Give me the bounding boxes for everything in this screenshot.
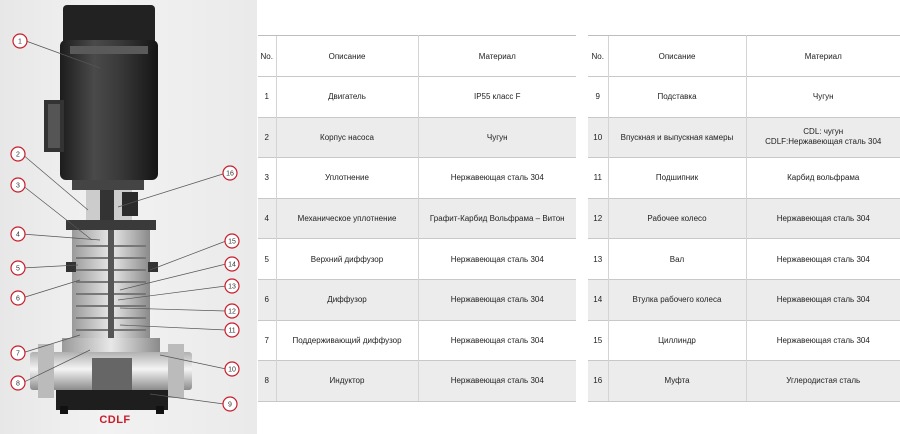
callout-2 <box>11 147 25 161</box>
row-no: 13 <box>588 239 608 280</box>
row-description: Подшипник <box>608 158 746 199</box>
header-description: Описание <box>276 36 418 77</box>
callout-12 <box>225 304 239 318</box>
pump-caption: CDLF <box>99 414 131 426</box>
callout-1 <box>13 34 27 48</box>
row-material: Нержавеющая сталь 304 <box>746 239 900 280</box>
svg-text:11: 11 <box>228 327 236 335</box>
row-no: 7 <box>258 320 276 361</box>
svg-text:8: 8 <box>16 380 20 388</box>
svg-text:15: 15 <box>228 238 236 246</box>
row-no: 14 <box>588 279 608 320</box>
motor-shape <box>44 5 158 180</box>
parts-table-left <box>258 35 576 402</box>
row-no: 3 <box>258 158 276 199</box>
row-no: 12 <box>588 198 608 239</box>
table-row <box>588 158 900 199</box>
table-row <box>588 117 900 158</box>
callout-4 <box>11 227 25 241</box>
parts-table-right <box>588 35 900 402</box>
row-material: Нержавеющая сталь 304 <box>746 320 900 361</box>
callout-11 <box>225 323 239 337</box>
svg-text:5: 5 <box>16 265 20 273</box>
row-description: Механическое уплотнение <box>276 198 418 239</box>
row-no: 6 <box>258 279 276 320</box>
svg-text:12: 12 <box>228 308 236 316</box>
row-material: Карбид вольфрама <box>746 158 900 199</box>
header-description: Описание <box>608 36 746 77</box>
table-row <box>588 198 900 239</box>
row-material: Нержавеющая сталь 304 <box>746 279 900 320</box>
row-description: Подставка <box>608 77 746 118</box>
row-material: IP55 класс F <box>418 77 576 118</box>
row-material: Нержавеющая сталь 304 <box>746 198 900 239</box>
table-row <box>258 158 576 199</box>
table-row <box>258 320 576 361</box>
callout-15 <box>225 234 239 248</box>
pump-illustration-panel <box>0 0 257 434</box>
row-no: 10 <box>588 117 608 158</box>
callout-13 <box>225 279 239 293</box>
header-material: Материал <box>746 36 900 77</box>
header-material: Материал <box>418 36 576 77</box>
row-material: Чугун <box>418 117 576 158</box>
svg-text:7: 7 <box>16 350 20 358</box>
row-description: Впускная и выпускная камеры <box>608 117 746 158</box>
callout-5 <box>11 261 25 275</box>
row-description: Корпус насоса <box>276 117 418 158</box>
row-description: Втулка рабочего колеса <box>608 279 746 320</box>
callout-10 <box>225 362 239 376</box>
svg-text:4: 4 <box>16 231 20 239</box>
row-no: 4 <box>258 198 276 239</box>
row-material: Углеродистая сталь <box>746 361 900 402</box>
row-description: Поддерживающий диффузор <box>276 320 418 361</box>
row-material-line-1: CDL: чугун <box>803 127 844 137</box>
row-no: 5 <box>258 239 276 280</box>
header-no: No. <box>588 36 608 77</box>
table-row <box>588 279 900 320</box>
callout-7 <box>11 346 25 360</box>
row-description: Верхний диффузор <box>276 239 418 280</box>
table-row <box>258 198 576 239</box>
row-material <box>746 117 900 158</box>
row-no: 1 <box>258 77 276 118</box>
coupling-shape <box>72 180 144 220</box>
svg-text:3: 3 <box>16 182 20 190</box>
callout-3 <box>11 178 25 192</box>
callout-8 <box>11 376 25 390</box>
row-description: Уплотнение <box>276 158 418 199</box>
table-row <box>258 117 576 158</box>
row-description: Циллиндр <box>608 320 746 361</box>
row-no: 8 <box>258 361 276 402</box>
row-no: 2 <box>258 117 276 158</box>
callout-6 <box>11 291 25 305</box>
row-no: 9 <box>588 77 608 118</box>
table-row <box>588 239 900 280</box>
svg-text:10: 10 <box>228 366 236 374</box>
table-row <box>258 239 576 280</box>
table-row <box>588 320 900 361</box>
table-row <box>588 77 900 118</box>
svg-text:1: 1 <box>18 38 22 46</box>
row-description: Диффузор <box>276 279 418 320</box>
table-row <box>258 279 576 320</box>
callout-9 <box>223 397 237 411</box>
row-description: Муфта <box>608 361 746 402</box>
row-material: Нержавеющая сталь 304 <box>418 158 576 199</box>
row-description: Индуктор <box>276 361 418 402</box>
callout-16 <box>223 166 237 180</box>
row-material: Нержавеющая сталь 304 <box>418 279 576 320</box>
row-description: Двигатель <box>276 77 418 118</box>
row-description: Рабочее колесо <box>608 198 746 239</box>
table-row <box>258 361 576 402</box>
row-no: 15 <box>588 320 608 361</box>
row-material-line-2: CDLF:Нержавеющая сталь 304 <box>765 137 882 147</box>
pump-diagram <box>0 0 257 434</box>
row-material: Нержавеющая сталь 304 <box>418 239 576 280</box>
row-material: Чугун <box>746 77 900 118</box>
svg-text:6: 6 <box>16 295 20 303</box>
svg-text:13: 13 <box>228 283 236 291</box>
header-no: No. <box>258 36 276 77</box>
row-material: Графит-Карбид Вольфрама – Витон <box>418 198 576 239</box>
row-material: Нержавеющая сталь 304 <box>418 361 576 402</box>
svg-text:14: 14 <box>228 261 236 269</box>
table-row <box>588 361 900 402</box>
row-material: Нержавеющая сталь 304 <box>418 320 576 361</box>
svg-text:2: 2 <box>16 151 20 159</box>
row-no: 11 <box>588 158 608 199</box>
row-no: 16 <box>588 361 608 402</box>
base-shape <box>30 338 192 414</box>
row-description: Вал <box>608 239 746 280</box>
table-row <box>258 77 576 118</box>
svg-text:9: 9 <box>228 401 232 409</box>
svg-text:16: 16 <box>226 170 234 178</box>
callout-14 <box>225 257 239 271</box>
